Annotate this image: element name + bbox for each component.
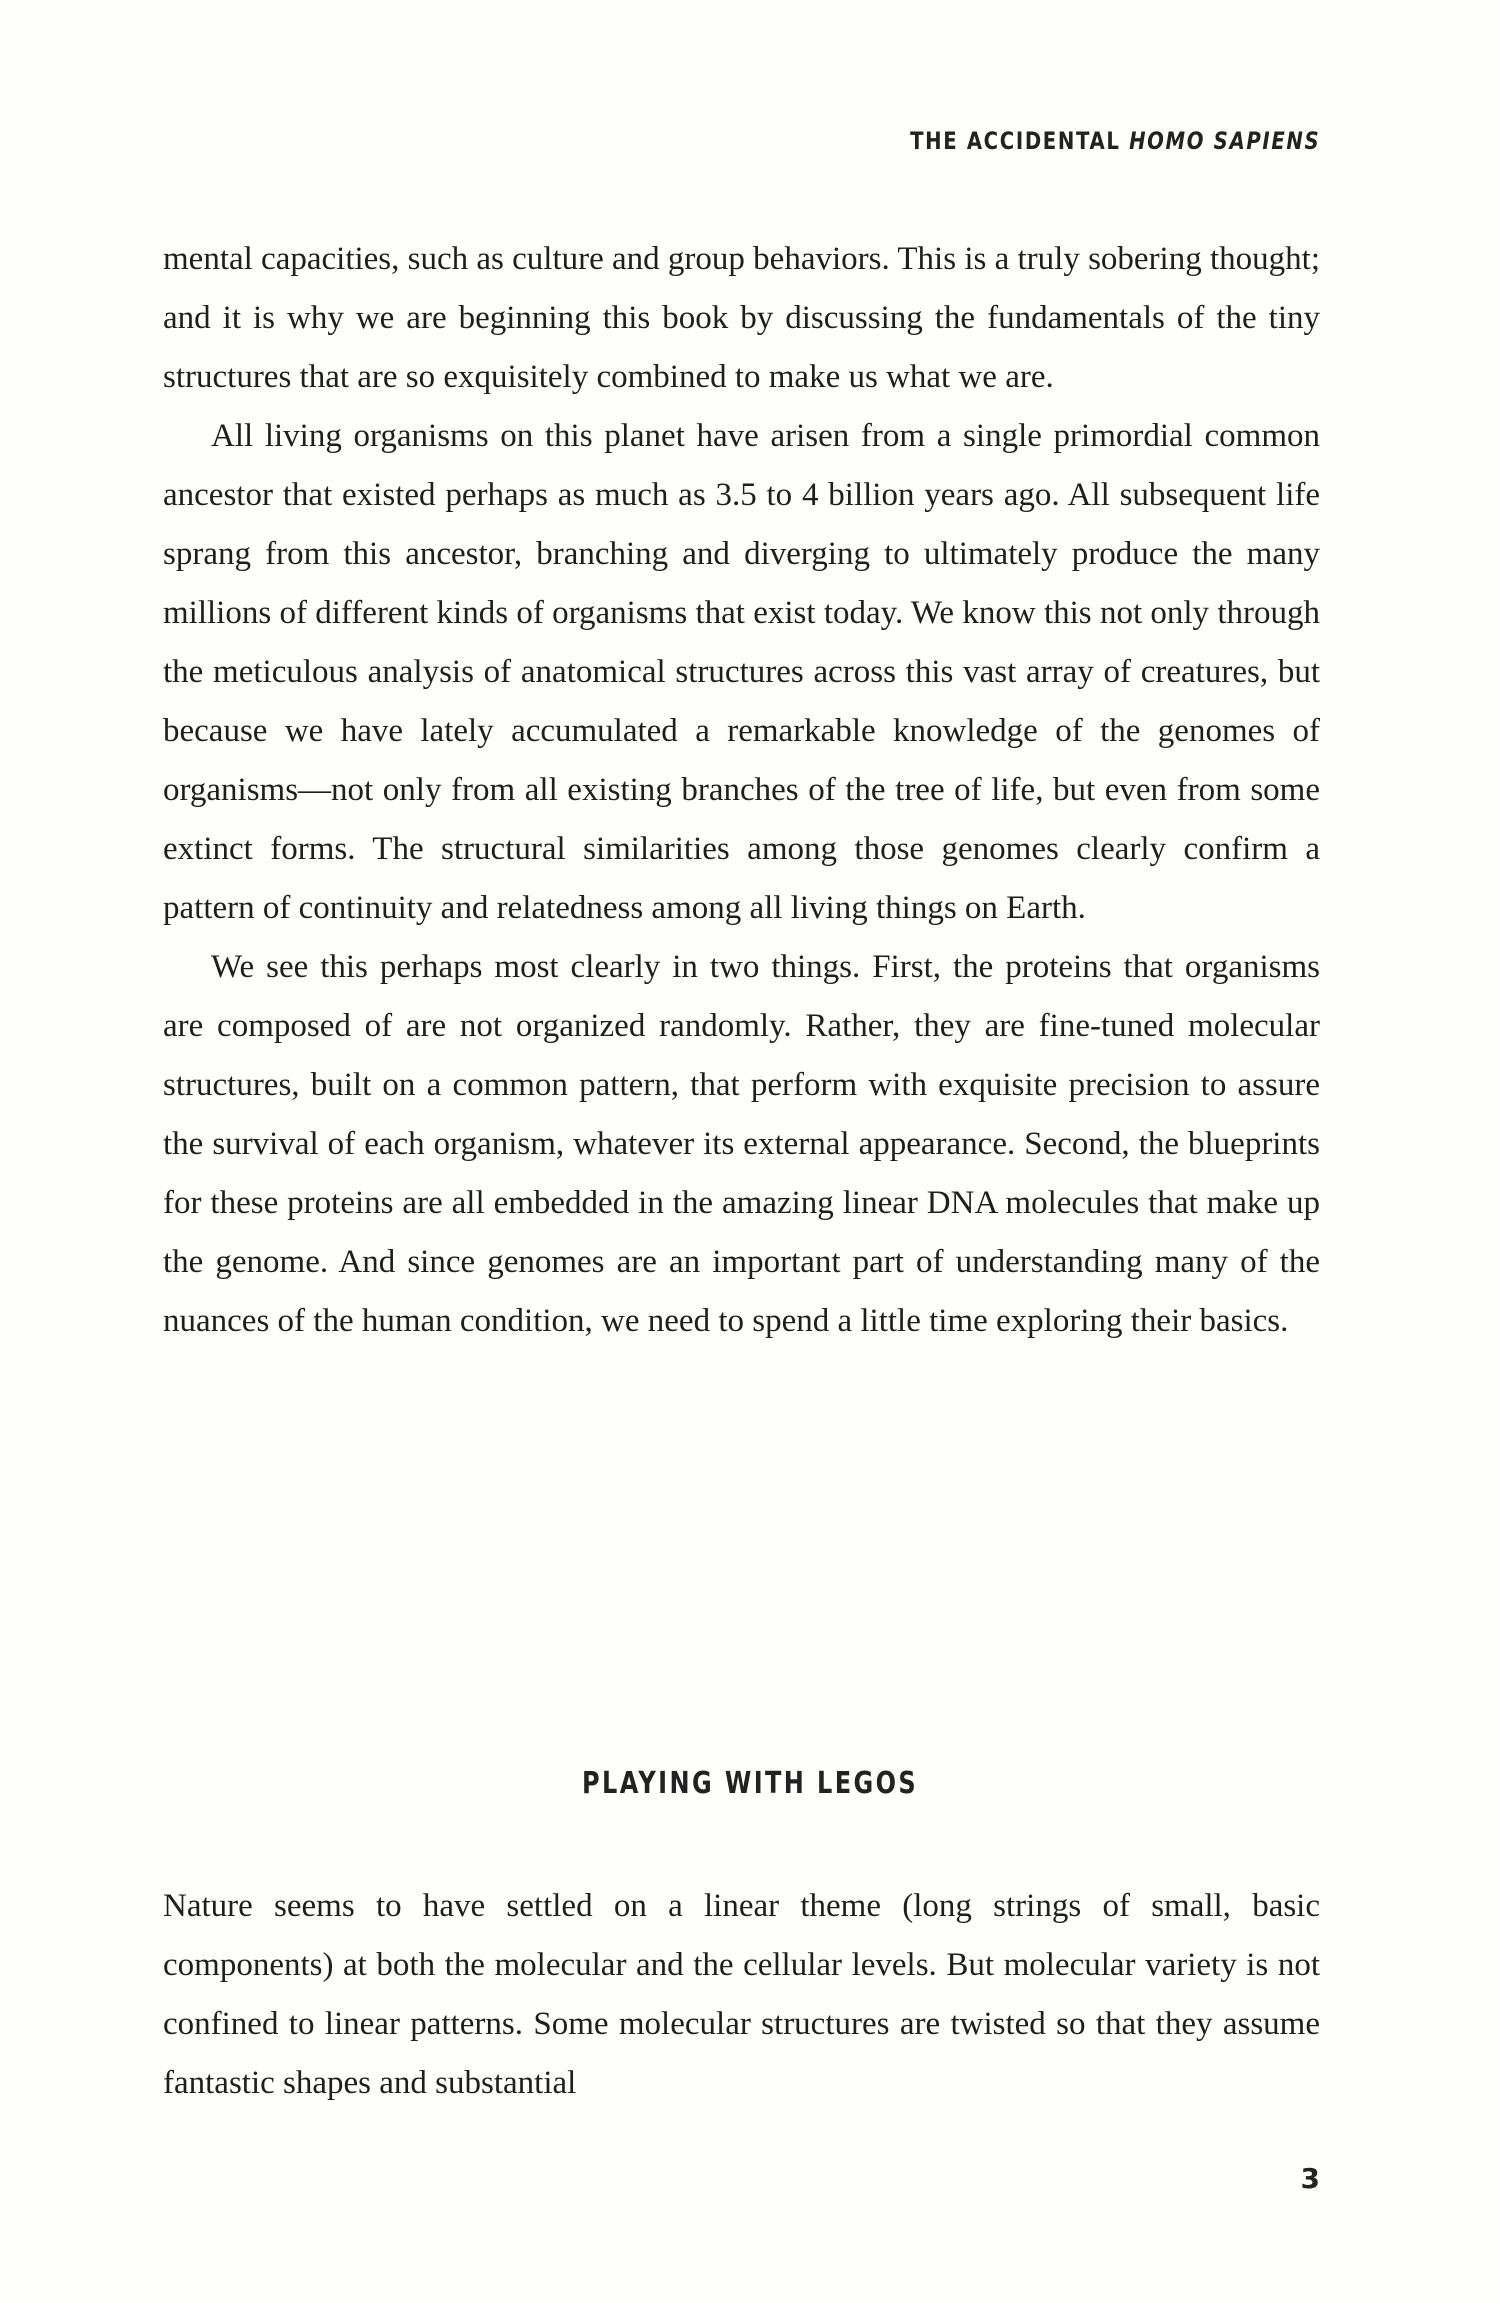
running-head-title: THE ACCIDENTAL xyxy=(909,127,1129,155)
page-number: 3 xyxy=(1300,2162,1320,2195)
paragraph-continuation: mental capacities, such as culture and group behaviors. This is a truly sobering thought; and it is why we are beginning this book by discussing the fundamentals of the tiny structures that are so exquisitely combined to make us what we are. xyxy=(163,241,1320,395)
paragraph-linear-theme: Nature seems to have settled on a linear theme (long strings of small, basic components) at both the molecular and the cellular levels. But molecular variety is not confined to linear patterns. Some molecular structures are twisted so that they assume fantastic shapes and substantial xyxy=(163,1888,1320,2101)
section-heading-text: PLAYING WITH LEGOS xyxy=(581,1766,919,1801)
section-heading xyxy=(0,1766,1500,1801)
paragraph-common-ancestor: All living organisms on this planet have arisen from a single primordial common ancestor that existed perhaps as much as 3.5 to 4 billion years ago. All subsequent life sprang from this ancestor, branching and diverging to ultimately produce the many millions of different kinds of organisms that exist today. We know this not only through the meticulous analysis of anatomical structures across this vast array of creatures, but because we have lately accumulated a remarkable knowledge of the genomes of organisms—not only from all existing branches of the tree of life, but even from some extinct forms. The structural similarities among those genomes clearly confirm a pattern of continuity and relatedness among all living things on Earth. xyxy=(163,418,1320,926)
running-head xyxy=(910,127,1320,155)
running-head-title-italic: HOMO SAPIENS xyxy=(1128,127,1320,155)
body-text-section xyxy=(163,1877,1320,2113)
body-text-top xyxy=(163,230,1320,1351)
paragraph-proteins: We see this perhaps most clearly in two things. First, the proteins that organisms are composed of are not organized randomly. Rather, they are fine-tuned molecular structures, built on a common pattern, that perform with exquisite precision to assure the survival of each organism, whatever its external appearance. Second, the blueprints for these proteins are all embedded in the amazing linear DNA molecules that make up the genome. And since genomes are an important part of understanding many of the nuances of the human condition, we need to spend a little time exploring their basics. xyxy=(163,949,1320,1339)
